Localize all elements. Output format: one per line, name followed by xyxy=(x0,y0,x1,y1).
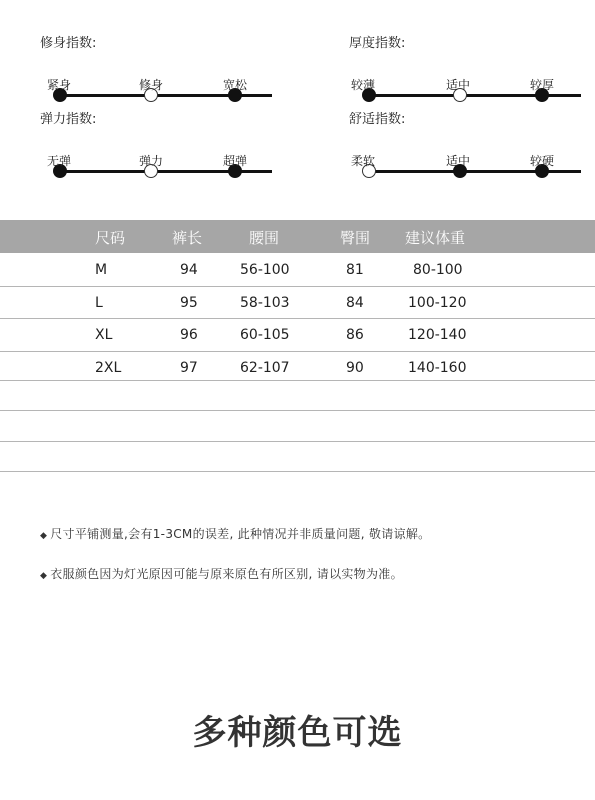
elasticity-index-title: 弹力指数: xyxy=(40,112,97,127)
fit-index-title: 修身指数: xyxy=(40,36,97,51)
header-size: 尺码 xyxy=(95,229,126,247)
table-row xyxy=(0,319,595,351)
elasticity-index xyxy=(40,108,280,178)
cell-length: 95 xyxy=(180,295,198,311)
cell-size: M xyxy=(95,262,108,278)
cell-weight: 80-100 xyxy=(413,262,463,278)
cell-size: 2XL xyxy=(95,360,122,376)
cell-length: 96 xyxy=(180,327,198,343)
thickness-index-label-2: 适中 xyxy=(446,78,471,92)
cell-weight: 100-120 xyxy=(408,295,467,311)
header-hip: 臀围 xyxy=(340,229,371,247)
cell-size: L xyxy=(95,295,103,311)
cell-hip: 90 xyxy=(346,360,364,376)
thickness-index-title: 厚度指数: xyxy=(349,36,406,51)
cell-weight: 140-160 xyxy=(408,360,467,376)
cell-hip: 81 xyxy=(346,262,364,278)
table-row xyxy=(0,287,595,319)
thickness-index-label-3: 较厚 xyxy=(530,78,555,92)
cell-waist: 62-107 xyxy=(240,360,290,376)
diamond-bullet-icon: ◆ xyxy=(40,531,48,541)
header-weight: 建议体重 xyxy=(405,229,466,247)
cell-waist: 58-103 xyxy=(240,295,290,311)
diamond-bullet-icon: ◆ xyxy=(40,571,48,581)
cell-weight: 120-140 xyxy=(408,327,467,343)
row-divider xyxy=(0,410,595,411)
cell-hip: 86 xyxy=(346,327,364,343)
elasticity-index-label-2: 弹力 xyxy=(139,154,164,168)
cell-waist: 56-100 xyxy=(240,262,290,278)
fit-index-label-2: 修身 xyxy=(139,78,164,92)
cell-hip: 84 xyxy=(346,295,364,311)
comfort-index xyxy=(349,108,589,178)
comfort-index-label-3: 较硬 xyxy=(530,154,555,168)
thickness-index xyxy=(349,32,589,102)
fit-index xyxy=(40,32,280,102)
fit-index-label-1: 紧身 xyxy=(47,78,72,92)
comfort-index-label-1: 柔软 xyxy=(351,154,376,168)
note-measurement xyxy=(40,525,430,542)
comfort-index-label-2: 适中 xyxy=(446,154,471,168)
thickness-index-label-1: 较薄 xyxy=(351,78,376,92)
cell-size: XL xyxy=(95,327,113,343)
elasticity-index-label-3: 超弹 xyxy=(223,154,248,168)
header-length: 裤长 xyxy=(172,229,203,247)
note-color-text: 衣服颜色因为灯光原因可能与原来原色有所区别, 请以实物为准。 xyxy=(50,567,403,581)
size-table-header xyxy=(0,220,595,253)
row-divider xyxy=(0,441,595,442)
comfort-index-title: 舒适指数: xyxy=(349,112,406,127)
colors-available-title: 多种颜色可选 xyxy=(192,713,403,753)
note-color xyxy=(40,565,403,582)
fit-index-label-3: 宽松 xyxy=(223,78,248,92)
header-waist: 腰围 xyxy=(249,229,280,247)
row-divider xyxy=(0,380,595,381)
row-divider xyxy=(0,471,595,472)
cell-waist: 60-105 xyxy=(240,327,290,343)
table-row xyxy=(0,254,595,286)
cell-length: 94 xyxy=(180,262,198,278)
cell-length: 97 xyxy=(180,360,198,376)
elasticity-index-label-1: 无弹 xyxy=(47,154,72,168)
note-measurement-text: 尺寸平铺测量,会有1-3CM的误差, 此种情况并非质量问题, 敬请谅解。 xyxy=(50,527,431,541)
